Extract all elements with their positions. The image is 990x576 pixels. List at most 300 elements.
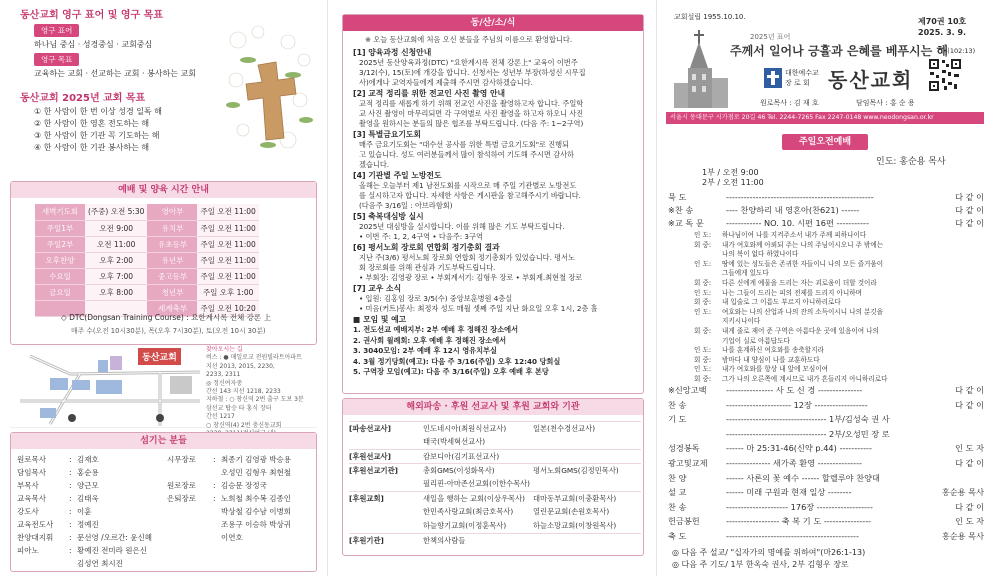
staff-names: 정예진 — [77, 520, 99, 529]
news-line: 고 있습니다. 성도 여러분들께서 많이 참석하여 기도해 주시면 감사하 — [359, 150, 574, 159]
worship-cell: 주일 오전 11:00 — [197, 268, 258, 284]
goal-tag: 영구 목표 — [34, 53, 79, 66]
service-order-row — [668, 429, 984, 441]
staff-colon: : — [69, 468, 72, 477]
service-time-1: 1부 / 오전 9:00 — [702, 168, 759, 177]
responsive-text: 내게 줄로 재어 준 구역은 아름다운 곳에 있음이여 나의 — [722, 326, 879, 335]
worship-cell: 영아부 — [147, 204, 197, 220]
order-detail: --------------- 새가족 환영 --------------- — [726, 458, 862, 468]
order-label: 광고및교제 — [668, 458, 708, 468]
staff-colon: : — [213, 481, 216, 490]
staff-names: 홍순용 — [77, 468, 99, 477]
staff-row — [17, 544, 152, 557]
responsive-speaker: 인 도: — [694, 307, 712, 316]
responsive-line — [694, 241, 984, 251]
senior-pastor-emeritus: 원로목사 : 김 재 호 — [760, 99, 819, 107]
bulletin-date: 2025. 3. 9. — [918, 28, 967, 37]
worship-cell: 주일 오전 11:00 — [197, 220, 258, 236]
service-order-row — [668, 192, 984, 204]
goal-item: ③ 한 사람이 한 기관 꼭 기도하는 해 — [34, 131, 160, 140]
mission-row — [349, 477, 641, 491]
direction-line: 삼선교 탑승 타 홍식 장터 — [206, 404, 272, 412]
news-line: (다음주 3/16일 : 아브라함회) — [359, 201, 453, 210]
news-heading: [2] 교적 정리를 위한 전교인 사진 촬영 안내 — [353, 89, 506, 98]
worship-table — [35, 204, 259, 317]
mission-row — [349, 505, 641, 519]
direction-line: 간선 1217 — [206, 413, 235, 421]
news-line: 지난 주(3/6) 평서노회 장로회 연합회 정기총회가 있었습니다. 평서노 — [359, 253, 575, 262]
order-detail: ------------ NO. 10. 시편 16편 ----------- — [726, 218, 869, 228]
staff-role: 원로목사 — [17, 455, 46, 464]
order-label: ※교 독 문 — [668, 218, 704, 228]
staff-role: 시무장로 — [167, 455, 196, 464]
staff-row — [17, 466, 152, 479]
news-line: 를 실시하고자 합니다. 자세한 사항은 게시판을 참고해주시기 바랍니다. — [359, 191, 581, 200]
mission-item: 일본(천수경선교사) — [533, 424, 596, 433]
worship-row — [35, 220, 259, 236]
mission-item: 열린문교회(손원호목사) — [533, 507, 610, 516]
greeting: ※ 오늘 동산교회에 처음 오신 분들을 주님의 이름으로 환영합니다. — [365, 35, 573, 44]
order-label: 묵 도 — [668, 192, 687, 202]
news-heading: [5] 축복대심방 실시 — [353, 212, 424, 221]
mission-category: [후원기관] — [349, 536, 384, 545]
order-person: 홍순용 목사 — [941, 531, 984, 541]
location-map — [10, 346, 317, 428]
service-title: 주일오전예배 — [782, 134, 868, 150]
order-detail: --------------------- 176장 ------------------- — [726, 501, 873, 512]
direction-line: 지선 2013, 2015, 2230, — [206, 362, 275, 370]
direction-line: 지하철 : ○ 창신역 2번 출구 도보 3분 — [206, 396, 304, 404]
worship-cell: 주일 오전 10:20 — [197, 300, 258, 316]
direction-line: 간선 143 지선 1218, 2233 — [206, 388, 281, 396]
responsive-line — [694, 269, 984, 279]
order-label: 축 도 — [668, 531, 687, 541]
responsive-line — [694, 308, 984, 318]
order-person: 인 도 자 — [955, 443, 984, 454]
denomination-logo-icon — [764, 68, 782, 88]
mission-row — [349, 491, 641, 505]
responsive-line — [694, 231, 984, 241]
staff-names: 박상철 김수남 이병희 — [221, 507, 291, 516]
goal-item: ① 한 사람이 한 번 이상 성경 일독 해 — [34, 107, 162, 116]
staff-names: 이연호 — [221, 533, 243, 542]
staff-row — [167, 505, 291, 518]
worship-cell: 오후 2:00 — [85, 252, 147, 268]
staff-names: 오성민 김형우 최현철 — [221, 468, 291, 477]
news-line: 2025년 대심방을 실시합니다. 이를 위해 많은 기도 부탁드립니다. — [359, 222, 565, 231]
worship-cell: 오후 8:00 — [85, 284, 147, 300]
dtc-note: ◇ DTC(Dongsan Training Course) : 요한계시록 전체 강론 上 — [61, 313, 271, 322]
responsive-text: 그가 나의 오른쪽에 계시므로 내가 흔들리지 아니하리로다 — [722, 374, 888, 383]
order-detail: ------------------ 축 복 기 도 ---------------- — [726, 516, 872, 527]
mission-row — [349, 421, 641, 435]
service-order-row — [668, 516, 984, 528]
church-name: 동산교회 — [828, 68, 914, 92]
order-detail: ---------------------------------- 2부/오성민 장 로 — [726, 428, 890, 439]
staff-row — [17, 518, 152, 531]
order-detail: -------------------------------------------------- — [726, 192, 874, 202]
news-line: 회 장로회를 위해 관심과 기도부탁드립니다. — [359, 263, 496, 272]
service-order-row — [668, 205, 984, 217]
mission-title: 해외파송 · 후원 선교사 및 후원 교회와 기관 — [343, 399, 643, 415]
service-order-row — [668, 400, 984, 412]
responsive-line — [694, 250, 984, 260]
staff-row — [17, 557, 152, 570]
page-middle — [330, 0, 657, 576]
church-goals — [20, 6, 220, 154]
order-detail: ------ 사론의 꽃 예수 ------ 할렐루야 찬양대 — [726, 472, 880, 483]
responsive-text: 여호와는 나의 산업과 나의 잔의 소득이시니 나의 분깃을 — [722, 307, 884, 316]
worship-row — [35, 204, 259, 220]
order-label: 설 교 — [668, 487, 687, 498]
worship-cell: 유초등부 — [147, 236, 197, 252]
responsive-text: 지키시나이다 — [722, 317, 761, 326]
responsive-line — [694, 346, 984, 356]
goal-item: ② 한 사람이 한 영혼 전도하는 해 — [34, 119, 150, 128]
staff-names: 황예진 전미라 원은신 — [77, 546, 147, 555]
worship-cell: 금요일 — [35, 284, 85, 300]
responsive-line — [694, 375, 984, 385]
responsive-speaker: 회 중: — [694, 374, 712, 383]
service-leader: 인도: 홍순용 목사 — [876, 157, 946, 167]
mission-item: 한책의사람들 — [423, 536, 466, 545]
order-person: 홍순용 목사 — [941, 487, 984, 498]
staff-role: 교육목사 — [17, 494, 46, 503]
staff-right-list — [167, 453, 291, 544]
news-heading: [1] 양육과정 신청안내 — [353, 48, 432, 57]
worship-cell: 수요일 — [35, 268, 85, 284]
staff-row — [17, 479, 152, 492]
staff-names: 문선영 /오르간: 윤신혜 — [77, 533, 153, 542]
responsive-text: 하나님이여 나를 지켜주소서 내가 주께 피하나이다 — [722, 231, 867, 239]
staff-role: 은퇴장로 — [167, 494, 196, 503]
service-order-row — [668, 443, 984, 455]
mission-item: 필리핀-아마존선교회(이한수목사) — [423, 479, 531, 488]
responsive-speaker: 회 중: — [694, 240, 712, 249]
responsive-text: 나의 복이 없다 하였나이다 — [722, 250, 799, 259]
staff-role: 찬양대지휘 — [17, 533, 54, 542]
founding-date: 교회설립 1955.10.10. — [674, 13, 746, 21]
denomination-line2: 장 로 회 — [785, 79, 810, 87]
responsive-speaker: 인 도: — [694, 365, 712, 374]
staff-colon: : — [69, 520, 72, 529]
denomination-line1: 대한예수교 — [785, 69, 819, 77]
mission-row — [349, 435, 641, 449]
staff-names: 김승문 장정국 — [221, 481, 267, 490]
meetings-heading: ■ 모임 및 예고 — [353, 315, 407, 324]
worship-title: 예배 및 양육 시간 안내 — [11, 182, 316, 198]
responsive-speaker: 회 중: — [694, 326, 712, 335]
service-order-row — [668, 487, 984, 499]
order-person: 다 같 이 — [955, 192, 984, 202]
responsive-speaker: 인 도: — [694, 288, 712, 297]
responsive-text: 내가 여호와께 아뢰되 주는 나의 주님이시오니 주 밖에는 — [722, 240, 884, 249]
responsive-line — [694, 279, 984, 289]
goal-text: 교육하는 교회 · 선교하는 교회 · 봉사하는 교회 — [34, 69, 196, 78]
worship-cell: 세계축부 — [147, 300, 197, 316]
responsive-speaker: 회 중: — [694, 355, 712, 364]
responsive-speaker: 인 도: — [694, 231, 712, 239]
mission-item: 인도네시아(최원식선교사) — [423, 424, 507, 433]
mission-category: [파송선교사] — [349, 424, 391, 433]
order-label: 찬 송 — [668, 399, 687, 410]
mission-row — [349, 449, 641, 463]
responsive-line — [694, 365, 984, 375]
staff-role: 강도사 — [17, 507, 39, 516]
news-line: 올해는 오늘부터 제1 남전도회를 시작으로 매 주일 기관별로 노방전도 — [359, 181, 577, 190]
direction-line: 2233, 2311 — [206, 371, 241, 379]
page-right — [660, 0, 990, 576]
church-building-illustration — [670, 28, 730, 108]
direction-line: ○ 창신역(4) 2번 충신동교회 — [206, 421, 282, 429]
service-order-row — [668, 218, 984, 230]
staff-left-list — [17, 453, 152, 570]
responsive-line — [694, 356, 984, 366]
directions — [206, 346, 304, 438]
direction-line: 버스 : ● 매일로교 전원빌라트아파트 — [206, 354, 303, 362]
order-person: 다 같 이 — [955, 458, 984, 468]
news-title: 동/산/소/식 — [343, 15, 643, 31]
mission-category: [후원교회] — [349, 494, 384, 503]
order-label: 기 도 — [668, 414, 687, 425]
news-line: 매주 금요기도회는 "대수선 공사를 위한 특별 금요기도회"로 진행되 — [359, 140, 570, 149]
staff-role: 원로장로 — [167, 481, 196, 490]
issue-number: 제70권 10호 — [918, 17, 967, 26]
news-heading: [7] 교우 소식 — [353, 284, 402, 293]
order-detail: ---- 찬양하리 내 영혼아(찬621) ------ — [726, 205, 860, 215]
worship-cell: 청년부 — [147, 284, 197, 300]
order-person: 다 같 이 — [955, 501, 984, 512]
staff-row — [167, 466, 291, 479]
responsive-speaker: 인 도: — [694, 259, 712, 268]
news-section — [342, 14, 644, 394]
mission-category: [후원선교기관] — [349, 466, 398, 475]
worship-cell: 오후찬양 — [35, 252, 85, 268]
worship-row — [35, 252, 259, 268]
motto-tag: 영구 표어 — [34, 24, 79, 37]
service-order-row — [668, 458, 984, 470]
order-detail: ---------------- 사 도 신 경 --------------- — [726, 385, 863, 395]
staff-names: 노희철 최수복 김종인 — [221, 494, 291, 503]
responsive-line — [694, 337, 984, 347]
responsive-text: 나는 그들이 드리는 피의 전제를 드리지 아니하며 — [722, 288, 862, 297]
order-detail: ------ 미래 구원과 현재 일상 -------- — [726, 487, 852, 498]
worship-cell: 유치부 — [147, 220, 197, 236]
worship-cell: 유년부 — [147, 252, 197, 268]
order-person: 다 같 이 — [955, 218, 984, 228]
worship-cell: 주일 오전 11:00 — [197, 252, 258, 268]
staff-colon: : — [213, 494, 216, 503]
mission-item: 하늘소망교회(이창원목사) — [533, 521, 617, 530]
staff-colon: : — [69, 546, 72, 555]
order-label: ※찬 송 — [668, 205, 694, 215]
motto-text: 하나님 중심 · 성경중심 · 교회중심 — [34, 40, 153, 49]
staff-names: 김성연 최시진 — [77, 559, 123, 568]
staff-colon: : — [69, 533, 72, 542]
responsive-line — [694, 289, 984, 299]
motto-reference: (시102:13) — [941, 47, 976, 55]
staff-names: 이훈 — [77, 507, 92, 516]
worship-cell: 오전 11:00 — [85, 236, 147, 252]
worship-cell: 주일 오전 11:00 — [197, 204, 258, 220]
responsive-line — [694, 298, 984, 308]
service-order-row — [668, 414, 984, 426]
mission-row — [349, 519, 641, 533]
responsive-speaker: 회 중: — [694, 298, 712, 307]
order-label: 찬 송 — [668, 501, 687, 512]
staff-colon: : — [69, 481, 72, 490]
service-order-row — [668, 473, 984, 485]
staff-title: 섬기는 분들 — [11, 433, 316, 449]
staff-row — [17, 531, 152, 544]
worship-row — [35, 284, 259, 300]
responsive-line — [694, 317, 984, 327]
responsive-text: 내 입술로 그 이름도 부르지 아니하리로다 — [722, 298, 841, 307]
news-line: 교적 정리를 새롭게 하기 위해 전교인 사진을 촬영하고자 합니다. 주일학 — [359, 99, 584, 108]
mission-item: 대마동부교회(이충환목사) — [533, 494, 617, 503]
worship-cell: 오전 9:00 — [85, 220, 147, 236]
responsive-text: 나를 훈계하신 여호와를 송축할지라 — [722, 346, 824, 355]
goals2025-list — [20, 106, 220, 154]
goal-item: ④ 한 사람이 한 기관 봉사하는 해 — [34, 143, 150, 152]
staff-names: 조용구 이승하 박상귀 — [221, 520, 291, 529]
staff-names: 최종기 김영광 박승용 — [221, 455, 291, 464]
responsive-speaker: 회 중: — [694, 278, 712, 287]
staff-names: 김태욱 — [77, 494, 99, 503]
mission-list — [349, 421, 641, 547]
news-line: • 입원: 김홍임 장로 3/5(수) 중앙보훈병원 4층실 — [359, 294, 513, 303]
order-person: 인 도 자 — [955, 516, 984, 527]
goals-title: 동산교회 영구 표어 및 영구 목표 — [20, 10, 163, 21]
mission-item: 캄보디아(김기표선교사) — [423, 452, 500, 461]
news-line: • 이번 주: 1, 2, 4구역 • 다음주: 3구역 — [359, 232, 483, 241]
news-list — [353, 47, 643, 378]
worship-cell: 중고등부 — [147, 268, 197, 284]
address-bar: 서울시 동대문구 시가점로 20길 46 Tel. 2244-7265 Fax 2247-0148 www.neodongsan.or.kr — [666, 112, 984, 124]
year-motto: 주께서 일어나 긍휼과 은혜를 베푸시는 해 — [730, 44, 948, 58]
goals2025-title: 동산교회 2025년 교회 목표 — [20, 93, 146, 104]
staff-role: 담임목사 — [17, 468, 46, 477]
dtc-time: 매주 수(오전 10시30분), 목(오후 7시30분), 토(오전 10시 30분) — [71, 327, 266, 335]
meeting-item: 1. 전도선교 예배지부: 2부 예배 후 정해진 장소에서 — [353, 325, 519, 334]
responsive-line — [694, 260, 984, 270]
staff-colon: : — [69, 507, 72, 516]
order-label: ※신앙고백 — [668, 385, 707, 395]
worship-cell: 주일1부 — [35, 220, 85, 236]
order-detail: ---------------------- 12장 ------------------ — [726, 399, 868, 410]
news-line: • 부회장: 김영광 장로 • 부회계서기: 김형우 장로 • 부회계.최현철 장로 — [359, 273, 583, 282]
staff-row — [167, 518, 291, 531]
page-left — [0, 0, 328, 576]
order-label: 성경봉독 — [668, 443, 700, 454]
responsive-reading — [694, 231, 984, 385]
responsive-text: 그들에게 있도다 — [722, 269, 769, 278]
staff-role: 부목사 — [17, 481, 39, 490]
news-line: 교 사진 촬영이 마무리되면 각 구역별로 사진 촬영을 하고자 하오니 사진 — [359, 109, 584, 118]
order-label: 찬 양 — [668, 472, 687, 483]
service-order-row — [668, 531, 984, 543]
staff-row — [167, 479, 291, 492]
order-detail: ---------------------------------- 1부/김성숙 권 사 — [726, 414, 890, 425]
news-heading: [3] 특별금요기도회 — [353, 130, 421, 139]
meeting-item: 3. 3040모임: 2부 예배 후 12시 영유치부실 — [353, 346, 497, 355]
responsive-text: 내가 여호와를 항상 내 앞에 모심이여 — [722, 365, 829, 374]
staff-names: 김재호 — [77, 455, 99, 464]
worship-cell: (주중) 오전 5:30 — [85, 204, 147, 220]
staff-row — [167, 453, 291, 466]
staff-row — [17, 505, 152, 518]
order-detail: --------------------------------------------- — [726, 531, 859, 541]
mission-row — [349, 533, 641, 547]
worship-row — [35, 268, 259, 284]
responsive-speaker: 인 도: — [694, 346, 712, 355]
order-detail: ------ 마 25:31-46(신약 p.44) ----------- — [726, 443, 872, 454]
staff-row — [167, 492, 291, 505]
staff-section — [10, 432, 317, 572]
staff-colon: : — [69, 494, 72, 503]
next-sermon: ◎ 다음 주 설교/ "십자가의 명예를 위하여"(마26:1-13) — [672, 548, 866, 557]
mission-item: 총회GMS(이성화목사) — [423, 466, 495, 475]
news-heading: [4] 기관별 주일 노방전도 — [353, 171, 442, 180]
responsive-text: 땅에 있는 성도들은 존귀한 자들이니 나의 모든 즐거움이 — [722, 259, 884, 268]
responsive-text: 다른 신에게 예물을 드리는 자는 괴로움이 더할 것이라 — [722, 278, 877, 287]
worship-cell: 오후 7:00 — [85, 268, 147, 284]
news-line: 2025년 동산양육과정(DTC) "요한계시록 전체 강론上" 교육이 이번주 — [359, 58, 578, 67]
news-line: 3/12(수), 15(토)에 개강을 합니다. 신청서는 성년부 부장(하성신 시무집 — [359, 68, 586, 77]
news-line: • 미음(커트)봉사: 최정자 성도 매월 셋째 주일 지난 화요일 오후 1시, 2층 홀 — [359, 304, 598, 313]
mission-section — [342, 398, 644, 556]
mission-item: 한민족사랑교회(최금호목사) — [423, 507, 514, 516]
worship-schedule — [10, 181, 317, 345]
service-order-row — [668, 502, 984, 514]
mission-item: 태국(박세혁선교사) — [423, 437, 486, 446]
order-person: 다 같 이 — [955, 385, 984, 395]
cross-flowers-illustration — [218, 20, 318, 160]
worship-cell: 주일 오후 1:00 — [197, 284, 258, 300]
staff-colon: : — [213, 455, 216, 464]
map-church-label: 동산교회 — [138, 348, 181, 365]
meeting-item: 5. 구역장 모임(예고): 다음 주 3/16(주일) 오후 예배 후 본당 — [353, 367, 549, 376]
motto-year: 2025년 표어 — [750, 33, 791, 41]
responsive-text: 기업이 실로 아름답도다 — [722, 336, 790, 345]
staff-role: 교육전도사 — [17, 520, 54, 529]
news-line: 촬영을 원하시는 분들의 많은 협조를 부탁드립니다. (다음 주: 1~2구역) — [359, 119, 584, 128]
worship-row — [35, 236, 259, 252]
directions-title: 찾아오시는 길 — [206, 346, 243, 353]
service-time-2: 2부 / 오전 11:00 — [702, 178, 764, 187]
mission-category: [후원선교사] — [349, 452, 391, 461]
qr-code-icon — [928, 58, 962, 92]
mission-item: 평서노회GMS(김정민목사) — [533, 466, 619, 475]
staff-row — [17, 492, 152, 505]
order-label: 헌금봉헌 — [668, 516, 700, 527]
news-line: 겠습니다. — [359, 160, 390, 169]
meeting-item: 4. 3월 정기당회(예고): 다음 주 3/16(주일) 오후 12:40 당회실 — [353, 356, 561, 366]
senior-pastor: 담임목사 : 홍 순 용 — [856, 99, 915, 107]
mission-item: 하늘향기교회(이정훈목사) — [423, 521, 507, 530]
service-order-row — [668, 385, 984, 397]
responsive-line — [694, 327, 984, 337]
worship-cell: 주일2부 — [35, 236, 85, 252]
meeting-item: 2. 권사회 월례회: 오후 예배 후 정해진 장소에서 — [353, 335, 507, 345]
order-person: 다 같 이 — [955, 399, 984, 410]
worship-cell: 새벽기도회 — [35, 204, 85, 220]
order-person: 다 같 이 — [955, 205, 984, 215]
mission-row — [349, 463, 641, 477]
staff-colon: : — [69, 455, 72, 464]
news-heading: [6] 평서노회 장로회 연합회 정기총회 결과 — [353, 243, 500, 252]
staff-names: 양근모 — [77, 481, 99, 490]
